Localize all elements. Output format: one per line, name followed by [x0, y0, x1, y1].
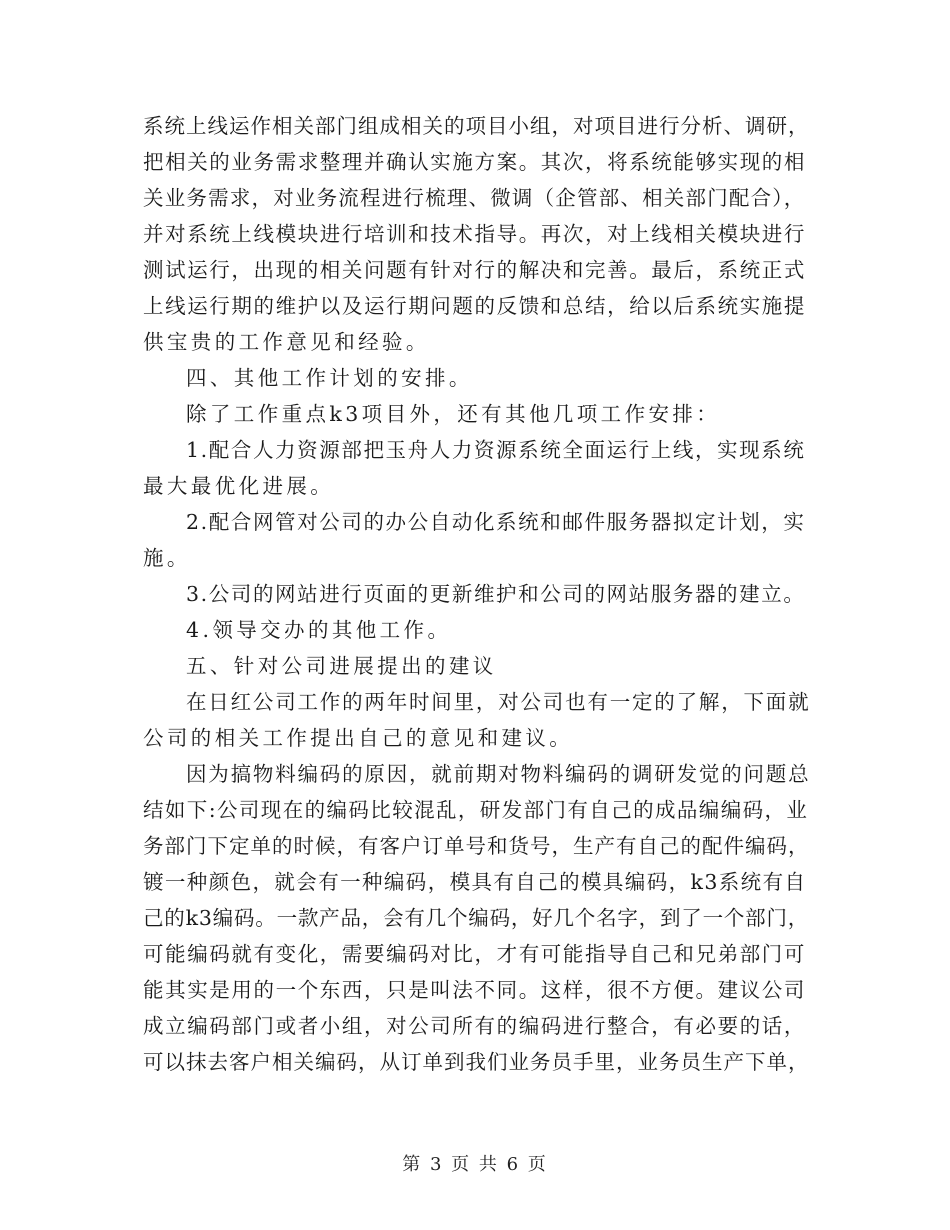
text-line: 在日红公司工作的两年时间里，对公司也有一定的了解，下面就	[186, 690, 811, 714]
section-heading: 五、针对公司进展提出的建议	[186, 654, 497, 678]
text-line: 可能编码就有变化，需要编码对比，才有可能指导自己和兄弟部门可	[143, 942, 806, 966]
page-footer: 第 3 页 共 6 页	[402, 1154, 548, 1175]
text-line: 能其实是用的一个东西，只是叫法不同。这样，很不方便。建议公司	[143, 978, 806, 1002]
text-line: 结如下:公司现在的编码比较混乱，研发部门有自己的成品编编码，业	[143, 798, 809, 822]
text-line: 并对系统上线模块进行培训和技术指导。再次，对上线相关模块进行	[143, 222, 806, 246]
text-line: 成立编码部门或者小组，对公司所有的编码进行整合，有必要的话，	[143, 1014, 806, 1038]
text-line: 关业务需求，对业务流程进行梳理、微调（企管部、相关部门配合），	[143, 186, 806, 210]
list-item: 1.配合人力资源部把玉舟人力资源系统全面运行上线，实现系统	[186, 438, 806, 462]
text-line: 己的k3编码。一款产品，会有几个编码，好几个名字，到了一个部门，	[143, 906, 810, 930]
text-line: 务部门下定单的时候，有客户订单号和货号，生产有自己的配件编码，	[143, 834, 810, 858]
text-line: 因为搞物料编码的原因，就前期对物料编码的调研发觉的问题总	[186, 762, 811, 786]
list-item: 3.公司的网站进行页面的更新维护和公司的网站服务器的建立。	[186, 582, 806, 606]
text-line: 镀一种颜色，就会有一种编码，模具有自己的模具编码，k3系统有自	[143, 870, 807, 894]
text-line: 把相关的业务需求整理并确认实施方案。其次，将系统能够实现的相	[143, 150, 806, 174]
text-line: 上线运行期的维护以及运行期问题的反馈和总结，给以后系统实施提	[143, 294, 806, 318]
text-line: 供宝贵的工作意见和经验。	[143, 330, 430, 354]
list-item: 2.配合网管对公司的办公自动化系统和邮件服务器拟定计划，实	[186, 510, 806, 534]
text-line: 除了工作重点k3项目外，还有其他几项工作安排：	[186, 402, 721, 426]
text-line: 可以抹去客户相关编码，从订单到我们业务员手里，业务员生产下单，	[143, 1050, 810, 1074]
list-item: 4.领导交办的其他工作。	[186, 618, 452, 642]
text-line: 公司的相关工作提出自己的意见和建议。	[143, 726, 574, 750]
text-line: 最大最优化进展。	[143, 474, 335, 498]
text-line: 测试运行，出现的相关问题有针对行的解决和完善。最后，系统正式	[143, 258, 806, 282]
text-line: 系统上线运作相关部门组成相关的项目小组，对项目进行分析、调研，	[143, 114, 810, 138]
text-line: 施。	[143, 546, 191, 570]
section-heading: 四、其他工作计划的安排。	[186, 366, 473, 390]
